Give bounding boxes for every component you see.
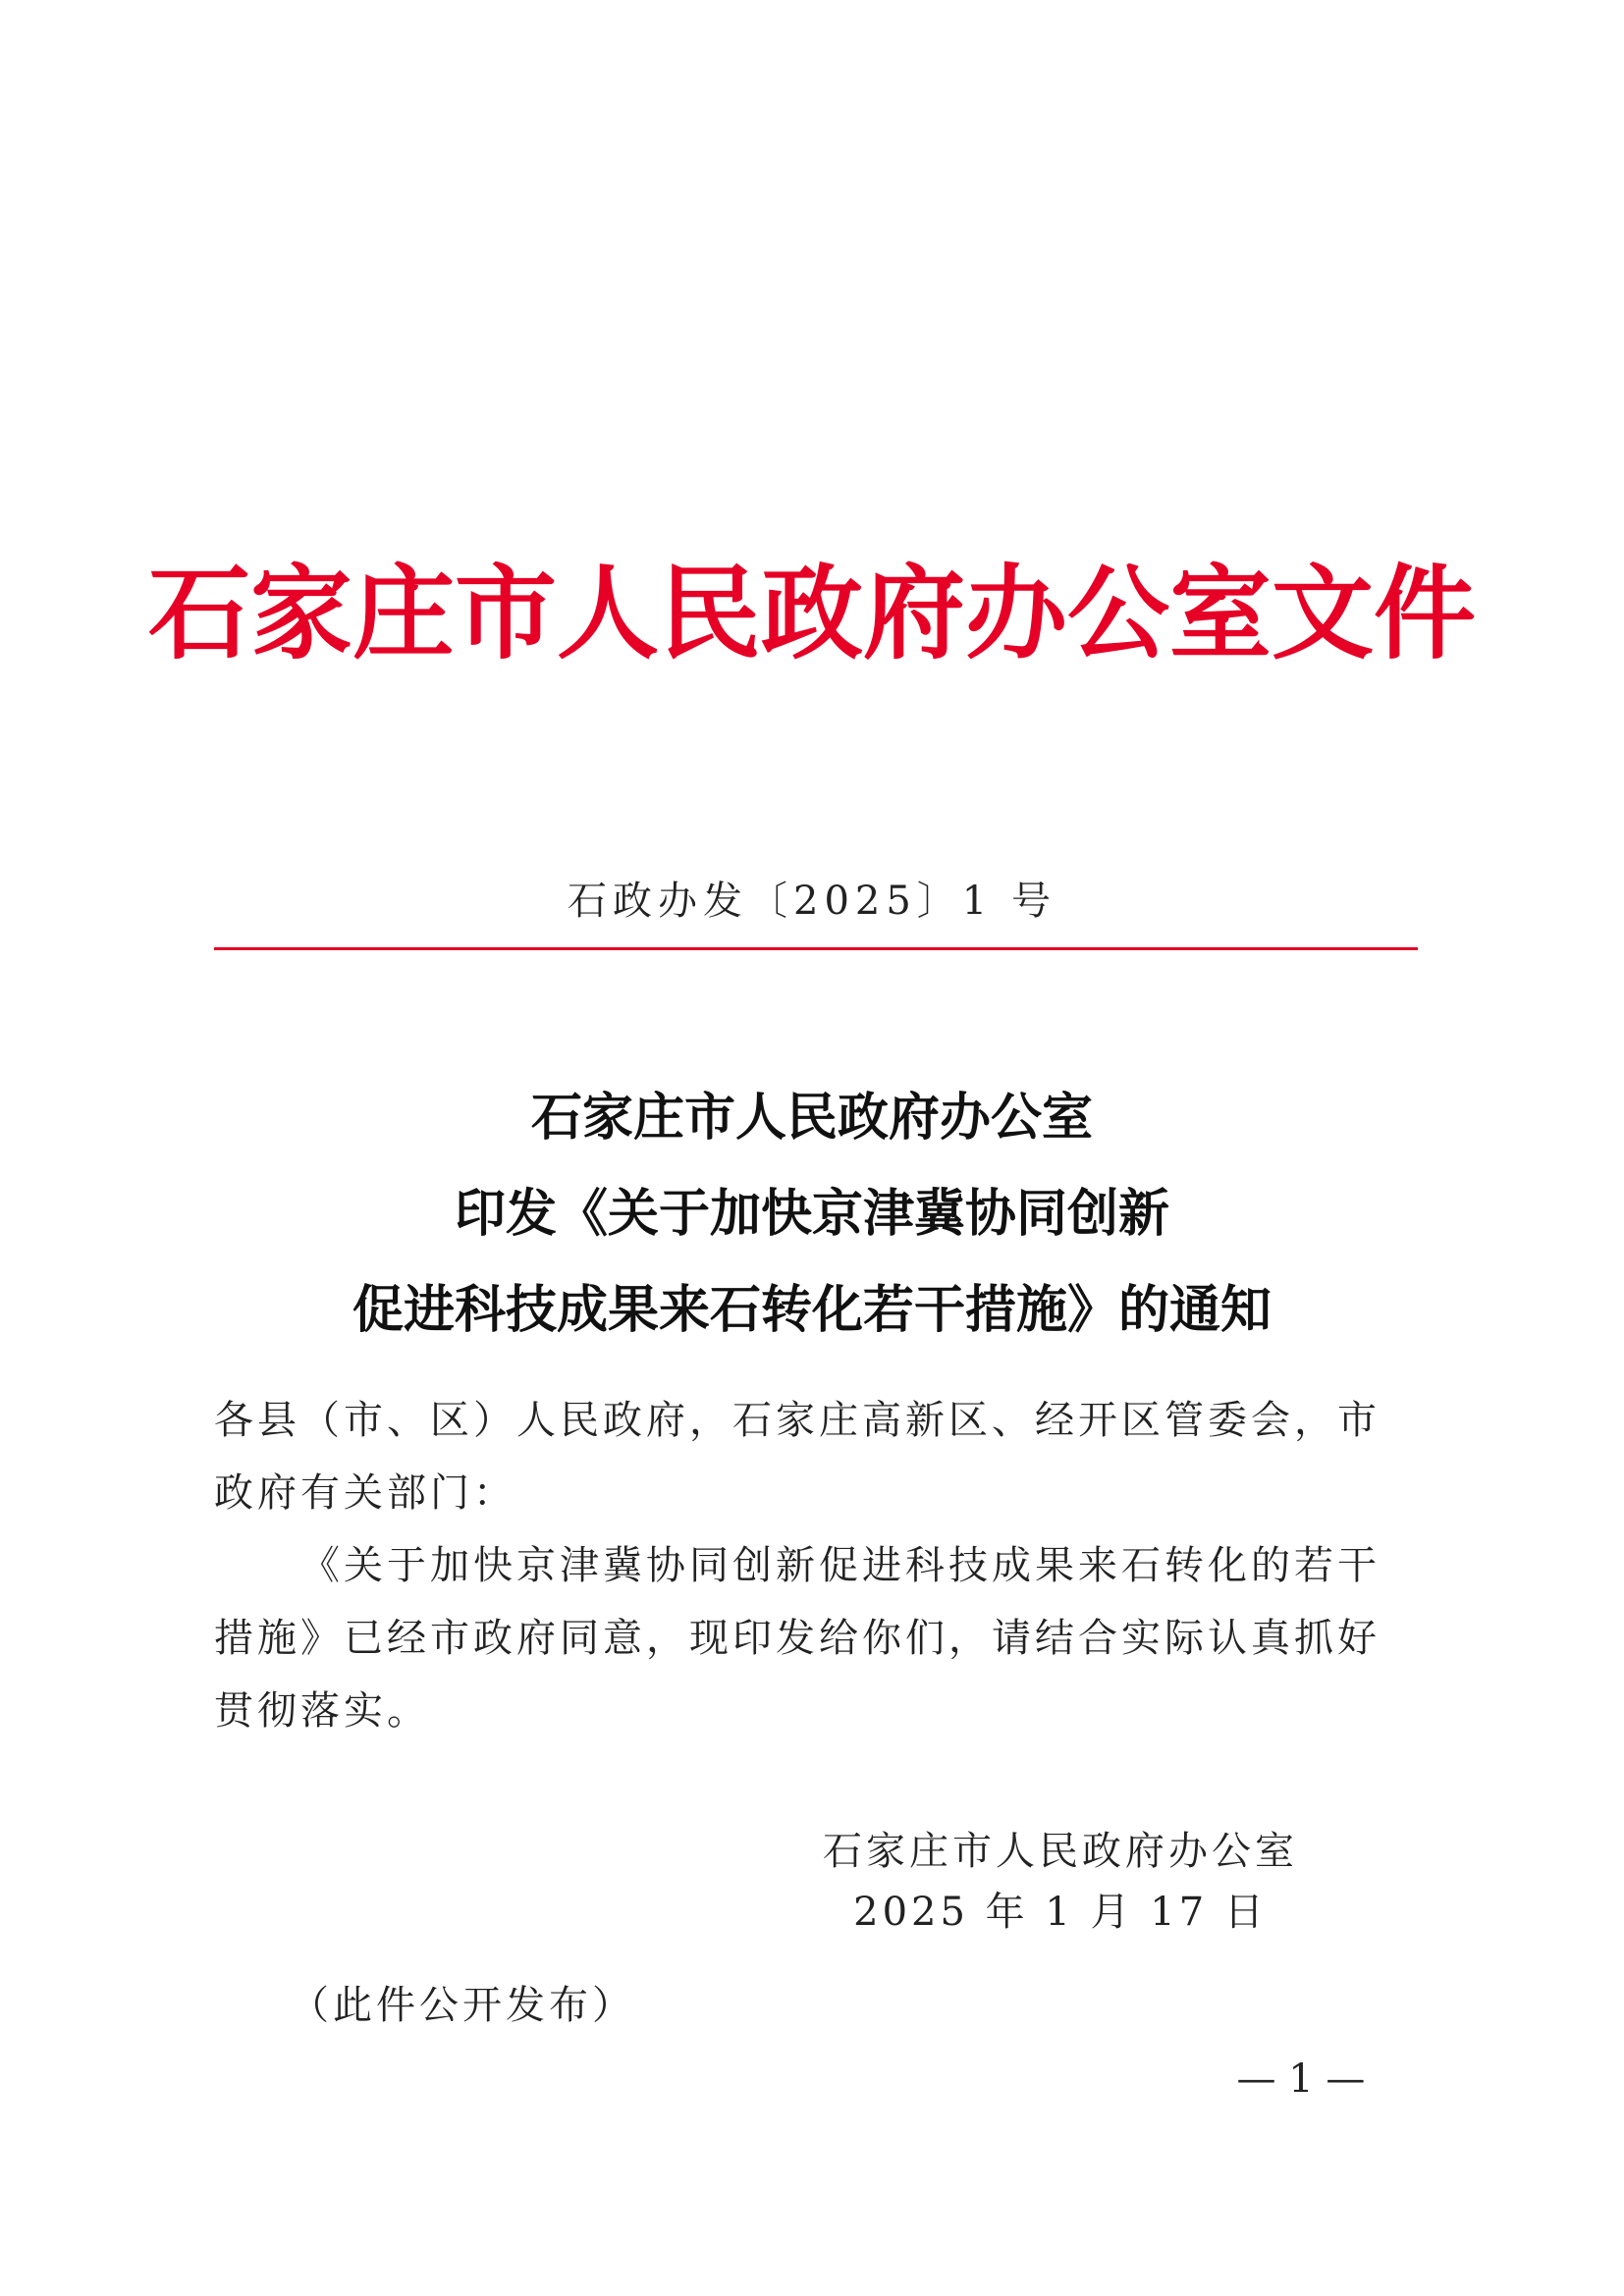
- document-body: [214, 1384, 1418, 1747]
- issue-date: 2025 年 1 月 17 日: [853, 1890, 1268, 1935]
- title-line: 石家庄市人民政府办公室: [530, 1088, 1093, 1148]
- document-title: [0, 1070, 1624, 1359]
- issuer-name: 石家庄市人民政府办公室: [823, 1829, 1298, 1874]
- red-separator-line: [214, 947, 1418, 950]
- title-line: 印发《关于加快京津冀协同创新: [454, 1184, 1169, 1244]
- title-line: 促进科技成果来石转化若干措施》的通知: [352, 1280, 1272, 1340]
- body-paragraph: 《关于加快京津冀协同创新促进科技成果来石转化的若干措施》已经市政府同意，现印发给你们，请结合实际认真抓好贯彻落实。: [214, 1543, 1380, 1734]
- addressee: 各县（市、区）人民政府，石家庄高新区、经开区管委会，市政府有关部门：: [214, 1398, 1380, 1516]
- document-number: 石政办发〔2025〕1 号: [568, 879, 1056, 924]
- signature-block: [785, 1821, 1335, 1943]
- publish-note: （此件公开发布）: [290, 1983, 635, 2028]
- page-number: — 1 —: [1236, 2056, 1366, 2102]
- document-masthead: 石家庄市人民政府办公室文件: [147, 553, 1476, 673]
